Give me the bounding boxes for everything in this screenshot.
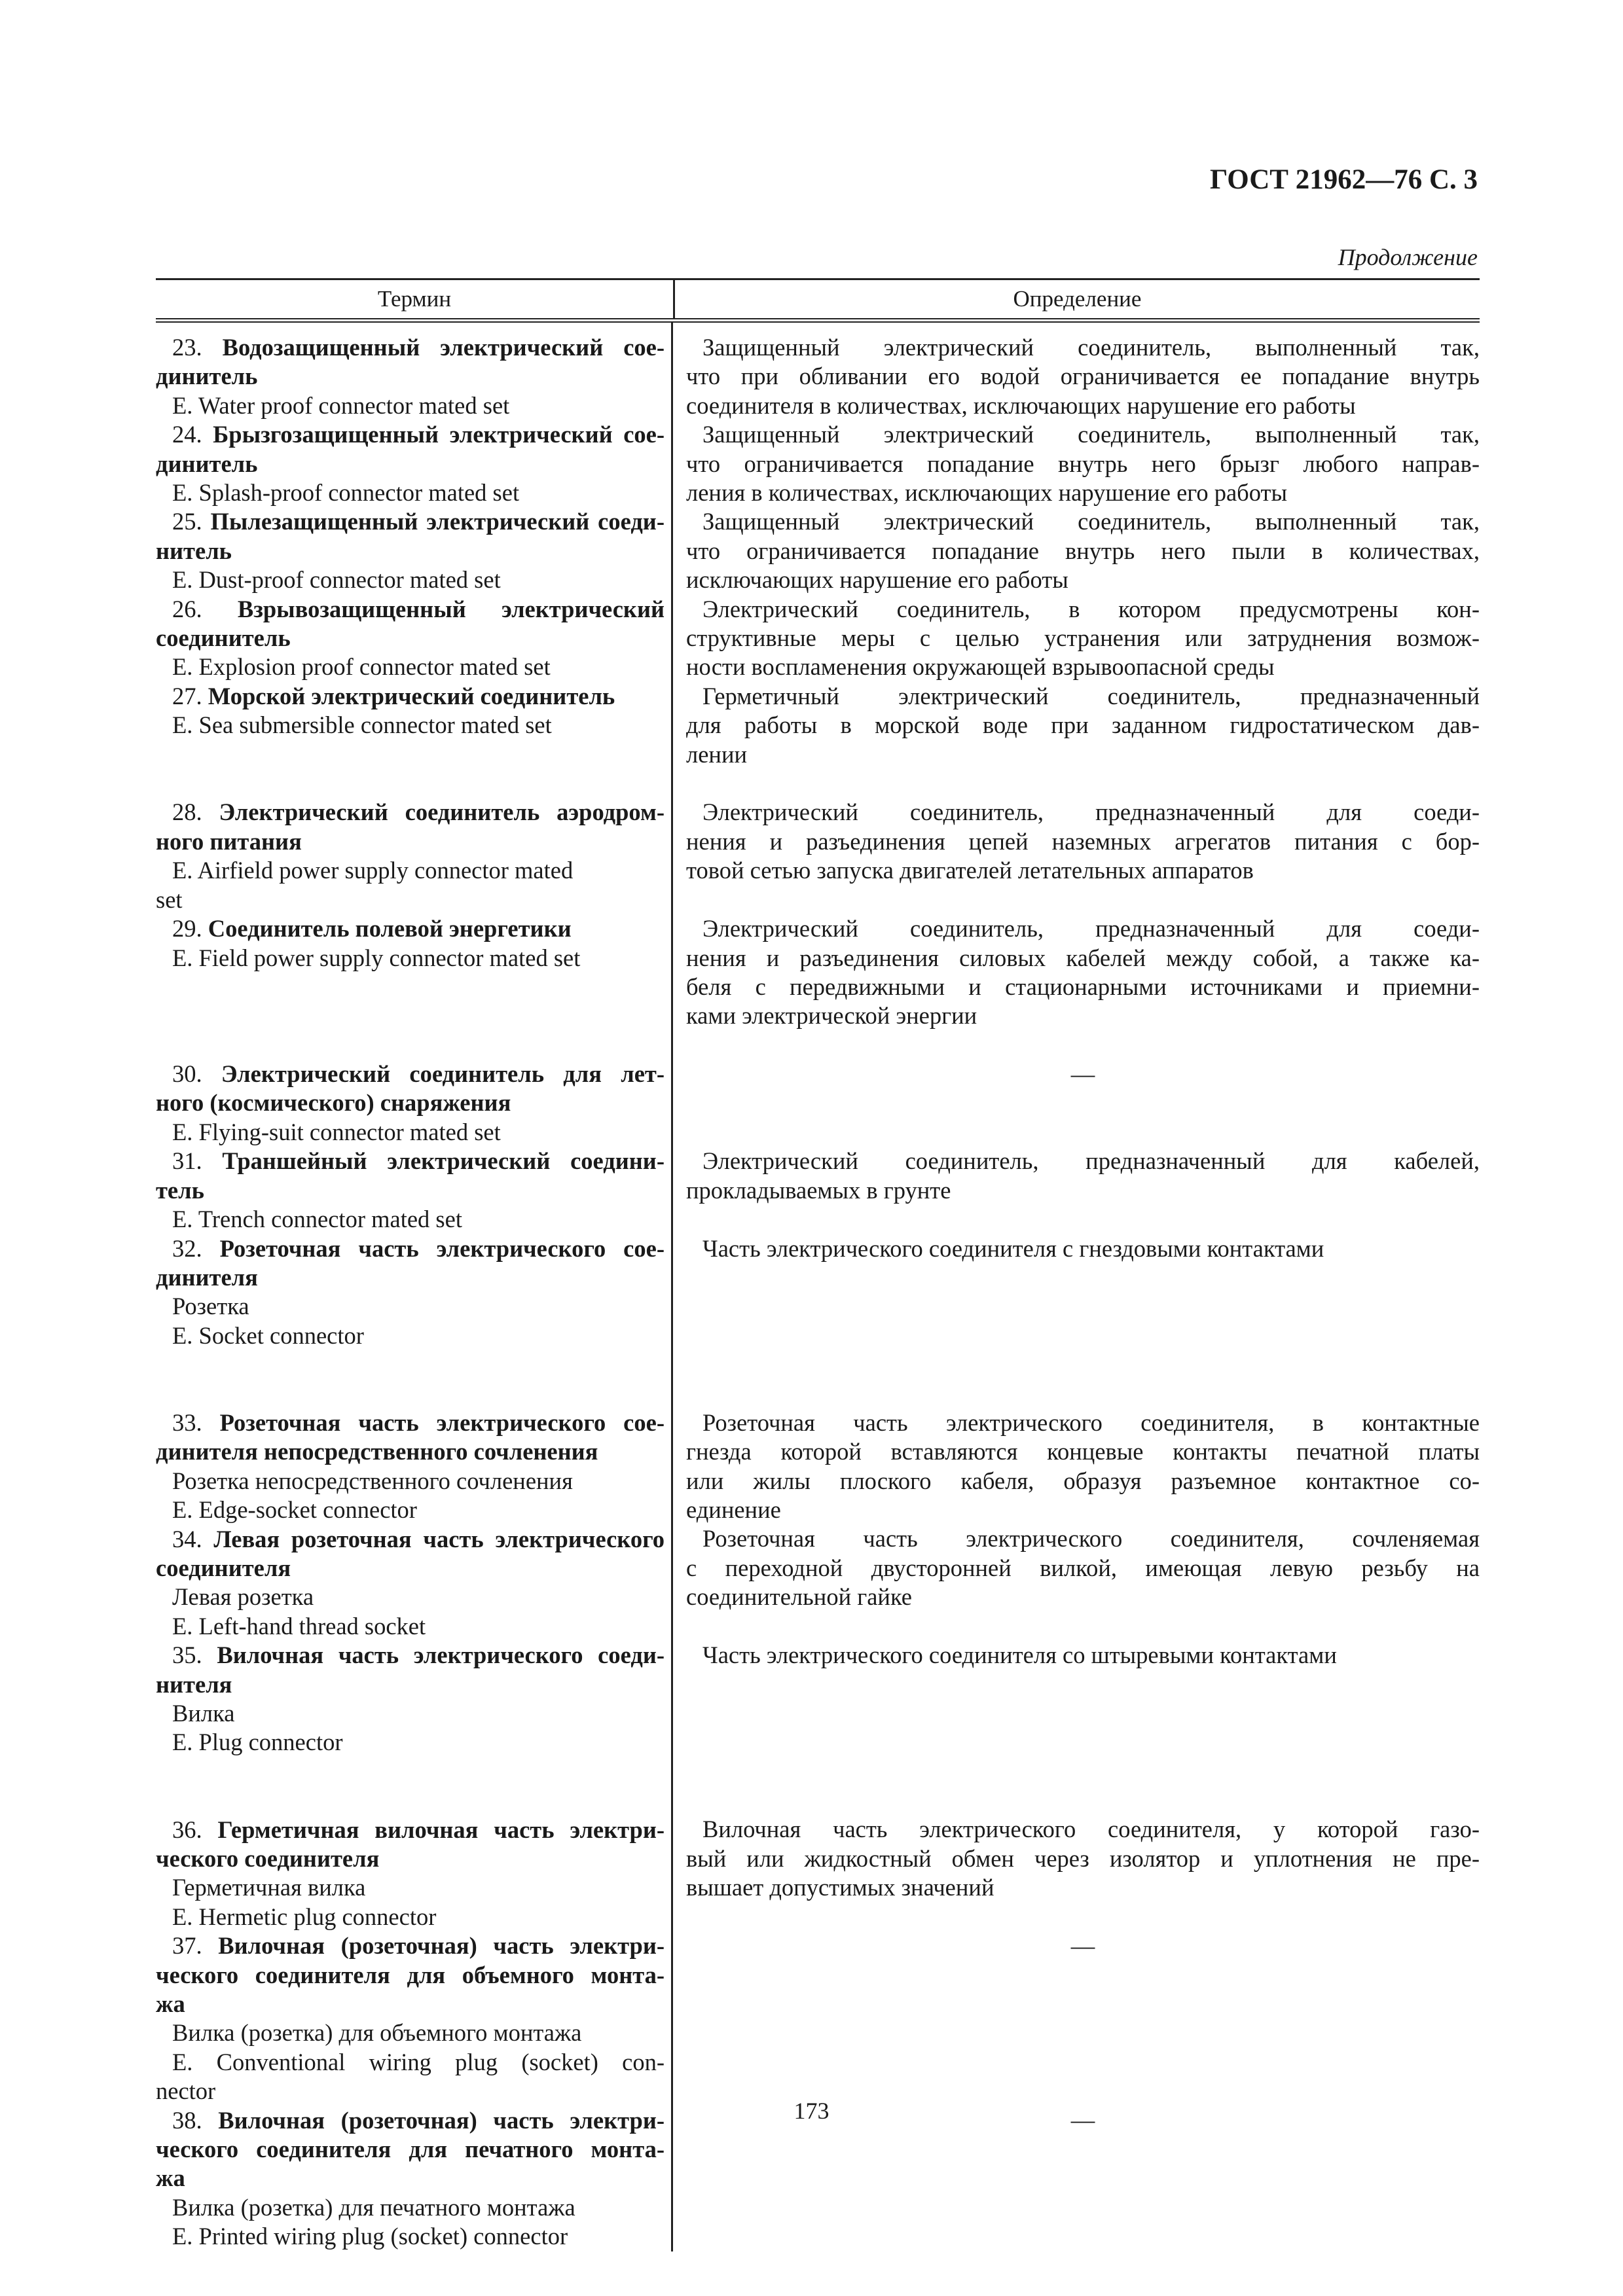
term-title-cont: ного питания (156, 827, 302, 855)
english-equivalent: E. Flying-suit connector mated set (172, 1118, 501, 1145)
term-title: Электрический соединитель для лет- (221, 1060, 665, 1088)
definition-line: Розеточная часть электрического соединителя, сочленяемая (702, 1525, 1480, 1552)
definition-line: Электрический соединитель, в котором предусмотрены кон- (702, 595, 1480, 622)
spacer (686, 1118, 1480, 1147)
term-line (156, 507, 665, 536)
entry-number: 34. (172, 1525, 214, 1552)
term-entry (156, 420, 665, 507)
term-title-cont: ческого соединителя для печатного монта- (156, 2136, 665, 2163)
term-title: Брызгозащищенный электрический сое- (213, 421, 665, 448)
term-title-cont: ческого соединителя (156, 1844, 380, 1872)
spacer (686, 2048, 1480, 2077)
spacer (686, 1263, 1480, 1292)
spacer (156, 1001, 665, 1030)
spacer (686, 1292, 1480, 1321)
term-line (156, 1408, 665, 1437)
term-line (156, 798, 665, 827)
english-equivalent: E. Water proof connector mated set (172, 391, 510, 419)
entry-number: 37. (172, 1932, 219, 1960)
spacer (156, 1786, 665, 1815)
definition-entry (686, 1641, 1480, 1815)
entry-number: 35. (172, 1641, 217, 1669)
spacer (686, 1031, 1480, 1060)
definition-line: Герметичный электрический соединитель, предназначенный (702, 682, 1480, 709)
term-entry (156, 1147, 665, 1234)
entry-number: 24. (172, 421, 213, 448)
english-equivalent: E. Field power supply connector mated set (172, 944, 581, 971)
entry-number: 23. (172, 334, 223, 361)
entry-number: 27. (172, 682, 208, 709)
definition-entry (686, 682, 1480, 798)
spacer (686, 886, 1480, 914)
term-title: Траншейный электрический соедини- (222, 1147, 665, 1175)
term-entry (156, 333, 665, 420)
spacer (686, 769, 1480, 798)
definition-entry (686, 420, 1480, 507)
spacer (156, 1350, 665, 1379)
spacer (686, 1089, 1480, 1118)
definition-entry (686, 1147, 1480, 1234)
spacer (156, 1031, 665, 1060)
synonym-term: Левая розетка (172, 1583, 314, 1611)
empty-definition-dash: — (1070, 2106, 1095, 2134)
term-entry (156, 1641, 665, 1815)
spacer (686, 1786, 1480, 1815)
spacer (156, 740, 665, 769)
term-entry (156, 1234, 665, 1408)
english-equivalent: E. Hermetic plug connector (172, 1903, 437, 1930)
spacer (686, 2018, 1480, 2047)
synonym-term: Вилка (розетка) для объемного монтажа (172, 2019, 582, 2047)
definition-line: Защищенный электрический соединитель, выполненный так, (702, 508, 1480, 535)
spacer (686, 1379, 1480, 1408)
term-title-cont: соединителя (156, 1554, 291, 1581)
definition-line: нения и разъединения цепей наземных агрегатов питания с бор- (686, 827, 1480, 855)
definition-entry (686, 1931, 1480, 2106)
definition-entry (686, 2106, 1480, 2251)
definition-entry (686, 333, 1480, 420)
synonym-term: nector (156, 2077, 216, 2105)
term-entry (156, 595, 665, 682)
definition-line: ности воспламенения окружающей взрывоопасной среды (686, 653, 1275, 681)
term-title-cont: ческого соединителя для объемного монта- (156, 1961, 665, 1988)
spacer (686, 1903, 1480, 1931)
entry-number: 36. (172, 1816, 218, 1843)
definition-line: Часть электрического соединителя со штыревыми контактами (702, 1641, 1337, 1669)
english-equivalent: E. Airfield power supply connector mated (172, 857, 574, 884)
term-line (156, 1060, 665, 1088)
term-title: Морской электрический соединитель (208, 682, 615, 709)
term-line (156, 682, 665, 711)
term-title: Вилочная (розеточная) часть электри- (218, 2106, 665, 2134)
term-title: Розеточная часть электрического сое- (219, 1408, 665, 1436)
term-line (156, 1234, 665, 1263)
term-title: Соединитель полевой энергетики (208, 915, 572, 942)
definition-line: Часть электрического соединителя с гнездовыми контактами (702, 1234, 1324, 1262)
term-title-cont: соединитель (156, 624, 291, 652)
term-title: Вилочная часть электрического соеди- (217, 1641, 665, 1669)
definition-line: товой сетью запуска двигателей летательных аппаратов (686, 857, 1254, 884)
term-entry (156, 798, 665, 914)
definition-line: вышает допустимых значений (686, 1874, 994, 1901)
definition-entry (686, 1408, 1480, 1525)
term-entry (156, 1060, 665, 1147)
spacer (686, 1990, 1480, 2018)
term-title-cont: динителя (156, 1263, 258, 1291)
entry-number: 26. (172, 595, 238, 622)
spacer (686, 1670, 1480, 1699)
entry-number: 32. (172, 1234, 220, 1262)
empty-definition-dash: — (1070, 1932, 1095, 1960)
definition-line: для работы в морской воде при заданном гидростатическом дав- (686, 711, 1480, 739)
term-entry (156, 1816, 665, 1932)
term-title: Водозащищенный электрический сое- (222, 334, 665, 361)
synonym-term: Вилка (172, 1699, 235, 1727)
empty-definition-dash: — (1070, 1060, 1095, 1088)
term-entry (156, 1408, 665, 1525)
synonym-term: set (156, 886, 183, 913)
definition-entry (686, 798, 1480, 914)
term-line (156, 1641, 665, 1670)
entry-number: 38. (172, 2106, 219, 2134)
spacer (686, 1699, 1480, 1728)
term-entry (156, 1525, 665, 1641)
term-entry (156, 1931, 665, 2106)
definition-entry (686, 1234, 1480, 1408)
definition-line: гнезда которой вставляются концевые контакты печатной платы (686, 1438, 1480, 1465)
definition-line: или жилы плоского кабеля, образуя разъемное контактное со- (686, 1467, 1480, 1494)
synonym-term: Герметичная вилка (172, 1874, 366, 1901)
synonym-term: Розетка непосредственного сочленения (172, 1467, 573, 1494)
english-equivalent: E. Dust-proof connector mated set (172, 566, 501, 594)
definition-entry (686, 1060, 1480, 1147)
definition-line: Розеточная часть электрического соединителя, в контактные (702, 1408, 1480, 1436)
term-title: Пылезащищенный электрический соеди- (210, 508, 665, 535)
definition-entry (686, 1815, 1480, 1931)
continuation-label: Продолжение (1338, 244, 1478, 270)
term-title-cont: ного (космического) снаряжения (156, 1089, 511, 1117)
term-title: Вилочная (розеточная) часть электри- (218, 1932, 665, 1960)
definition-entry (686, 1524, 1480, 1641)
definition-line: Защищенный электрический соединитель, выполненный так, (702, 421, 1480, 448)
term-line (156, 1816, 665, 1844)
entry-number: 30. (172, 1060, 221, 1088)
spacer (156, 1757, 665, 1786)
term-title-cont: тель (156, 1176, 204, 1204)
term-title-cont: динителя непосредственного сочленения (156, 1438, 598, 1465)
definition-line: Вилочная часть электрического соединителя, у которой газо- (702, 1816, 1480, 1843)
term-entry (156, 914, 665, 1060)
definition-line: с переходной двусторонней вилкой, имеющая левую резьбу на (686, 1554, 1480, 1581)
term-title: Герметичная вилочная часть электри- (217, 1816, 665, 1843)
definition-line: Электрический соединитель, предназначенный для соеди- (702, 915, 1480, 942)
term-title: Электрический соединитель аэродром- (219, 798, 665, 826)
term-line (156, 333, 665, 362)
definition-line: ления в количествах, исключающих нарушение его работы (686, 479, 1287, 507)
spacer (686, 1205, 1480, 1234)
definition-line: единение (686, 1496, 781, 1524)
term-line (156, 595, 665, 624)
spacer (156, 769, 665, 798)
column-header-term: Термин (156, 280, 675, 318)
term-title-cont: динитель (156, 363, 258, 390)
english-equivalent: E. Plug connector (172, 1729, 343, 1756)
definition-entry (686, 914, 1480, 1060)
term-title-cont: жа (156, 2164, 185, 2192)
definition-line: Электрический соединитель, предназначенный для соеди- (702, 798, 1480, 826)
header-double-rule (156, 318, 1480, 323)
term-title: Розеточная часть электрического сое- (219, 1234, 665, 1262)
synonym-term: Розетка (172, 1293, 249, 1320)
definition-line: что ограничивается попадание внутрь него пыли в количествах, (686, 537, 1480, 564)
entry-number: 28. (172, 798, 219, 826)
definition-line: прокладываемых в грунте (686, 1176, 951, 1204)
column-header-definition: Определение (1013, 286, 1142, 312)
term-title-cont: жа (156, 1990, 185, 2018)
spacer (686, 1612, 1480, 1641)
entry-number: 29. (172, 915, 208, 942)
spacer (686, 1350, 1480, 1379)
spacer (686, 1757, 1480, 1786)
synonym-term: Вилка (розетка) для печатного монтажа (172, 2193, 575, 2221)
definition-line: Электрический соединитель, предназначенный для кабелей, (702, 1147, 1480, 1175)
english-equivalent: E. Splash-proof connector mated set (172, 479, 520, 507)
term-title-cont: нителя (156, 1670, 232, 1698)
entry-number: 31. (172, 1147, 223, 1175)
term-line (156, 1931, 665, 1960)
term-entry (156, 682, 665, 798)
spacer (686, 2164, 1480, 2193)
entry-number: 25. (172, 508, 211, 535)
definition-line: структивные меры с целью устранения или затруднения возмож- (686, 624, 1480, 652)
term-line (156, 420, 665, 449)
term-title-cont: нитель (156, 537, 232, 564)
english-equivalent: E. Socket connector (172, 1321, 364, 1349)
english-equivalent: E. Edge-socket connector (172, 1496, 417, 1524)
definition-line: нения и разъединения силовых кабелей между собой, а также ка- (686, 944, 1480, 971)
english-equivalent: E. Conventional wiring plug (socket) con- (172, 2048, 665, 2075)
term-title: Левая розеточная часть электрического (213, 1525, 665, 1552)
term-entry (156, 507, 665, 594)
term-entry (156, 2106, 665, 2251)
definition-line: что при обливании его водой ограничивается ее попадание внутрь (686, 363, 1480, 390)
spacer (686, 1728, 1480, 1757)
term-title: Взрывозащищенный электрический (237, 595, 665, 622)
definition-line: беля с передвижными и стационарными источниками и приемни- (686, 973, 1480, 1000)
english-equivalent: E. Sea submersible connector mated set (172, 711, 552, 739)
spacer (686, 2135, 1480, 2164)
definition-line: Защищенный электрический соединитель, выполненный так, (702, 334, 1480, 361)
definition-line: лении (686, 740, 748, 768)
definition-line: соединительной гайке (686, 1583, 912, 1611)
english-equivalent: E. Explosion proof connector mated set (172, 653, 551, 681)
english-equivalent: E. Left-hand thread socket (172, 1612, 426, 1640)
definition-line: вый или жидкостный обмен через изолятор и уплотнения не пре- (686, 1844, 1480, 1872)
term-line (156, 1147, 665, 1175)
document-header: ГОСТ 21962—76 С. 3 (1209, 164, 1478, 195)
page-number: 173 (793, 2098, 830, 2124)
definition-line: ками электрической энергии (686, 1002, 977, 1030)
entry-number: 33. (172, 1408, 220, 1436)
spacer (686, 2222, 1480, 2251)
english-equivalent: E. Printed wiring plug (socket) connector (172, 2223, 568, 2250)
term-line (156, 914, 665, 943)
table-body (156, 323, 1480, 2251)
spacer (156, 973, 665, 1001)
term-title-cont: динитель (156, 450, 258, 477)
spacer (686, 1321, 1480, 1350)
spacer (686, 1960, 1480, 1989)
spacer (156, 1380, 665, 1408)
english-equivalent: E. Trench connector mated set (172, 1206, 462, 1233)
definition-column (673, 323, 1480, 2251)
definition-line: что ограничивается попадание внутрь него брызг любого направ- (686, 450, 1480, 477)
definition-entry (686, 507, 1480, 594)
table-header-row (156, 280, 1480, 318)
definition-line: соединителя в количествах, исключающих нарушение его работы (686, 391, 1356, 419)
term-line (156, 1525, 665, 1554)
terms-table (156, 278, 1480, 2251)
definition-line: исключающих нарушение его работы (686, 566, 1068, 594)
spacer (686, 2193, 1480, 2222)
definition-entry (686, 595, 1480, 682)
term-column (156, 323, 673, 2251)
